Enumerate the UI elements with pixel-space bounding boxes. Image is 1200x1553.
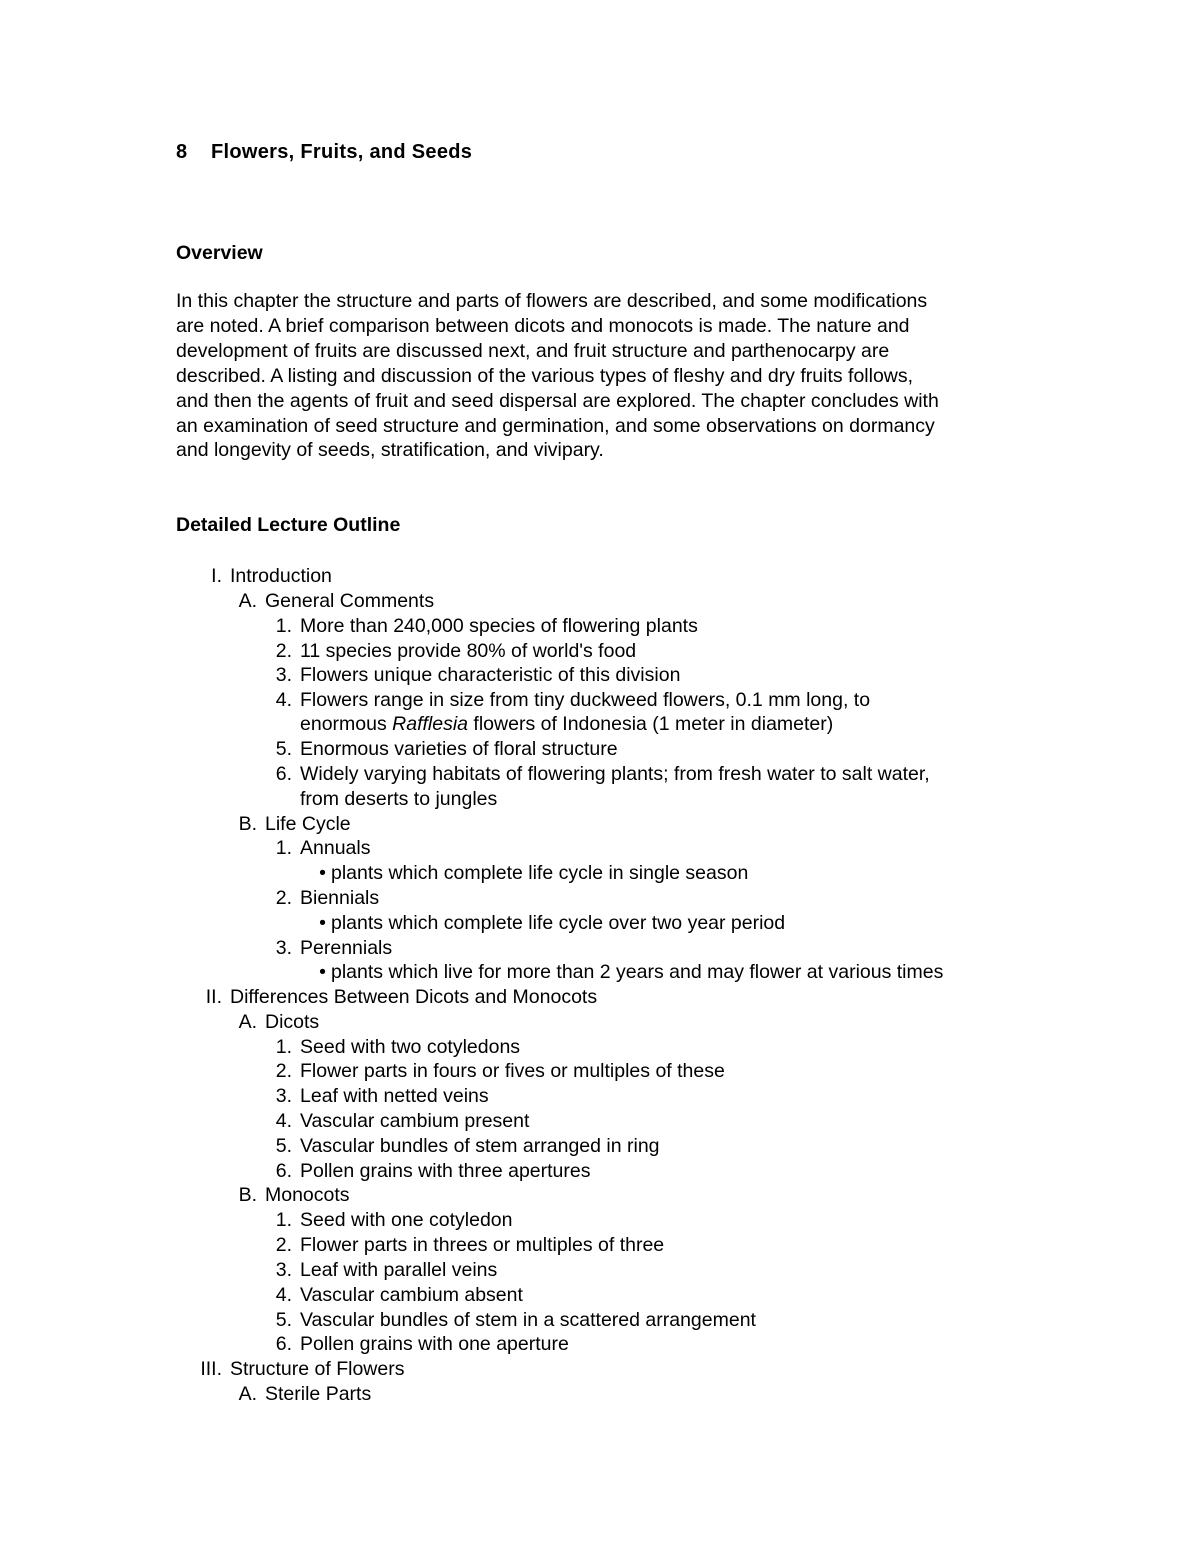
outline-marker: 2. [275,640,292,662]
outline-item [275,1308,756,1333]
outline-text: flowers of Indonesia (1 meter in diameter) [468,713,834,735]
outline-marker: 3. [275,1259,292,1281]
outline-marker: 3. [275,937,292,959]
overview-line: an examination of seed structure and germination, and some observations on dormancy [176,414,935,437]
outline-item [238,1010,320,1035]
outline-item [275,886,380,911]
overview-line: and longevity of seeds, stratification, and vivipary. [176,439,604,462]
outline-text: Pollen grains with one aperture [300,1333,569,1355]
outline-text: Annuals [300,837,371,859]
outline-bullet-item [319,960,944,985]
overview-heading: Overview [176,242,263,264]
outline-item [275,1258,498,1283]
outline-text: Widely varying habitats of flowering plants; from fresh water to salt water, [300,763,930,785]
outline-marker: 5. [275,738,292,760]
outline-marker: A. [238,590,257,612]
outline-text: Pollen grains with three apertures [300,1160,591,1182]
outline-marker: III. [200,1358,222,1380]
outline-item [211,564,332,589]
outline-text: Differences Between Dicots and Monocots [230,986,598,1008]
outline-marker: 1. [275,1036,292,1058]
outline-item [275,639,637,664]
outline-text: Leaf with parallel veins [300,1259,498,1281]
overview-paragraph [176,289,1046,463]
outline-marker: 4. [275,1284,292,1306]
outline-marker: 6. [275,763,292,785]
outline-text: Flower parts in threes or multiples of three [300,1234,665,1256]
outline-text: Monocots [265,1184,350,1206]
outline-marker: A. [238,1011,257,1033]
outline-item [238,1183,350,1208]
chapter-title-text: Flowers, Fruits, and Seeds [211,141,473,163]
outline-text: Biennials [300,887,380,909]
outline-marker: 4. [275,1110,292,1132]
outline-marker: 2. [275,887,292,909]
chapter-number: 8 [176,141,188,163]
outline-text: Flowers range in size from tiny duckweed flowers, 0.1 mm long, to [300,689,871,711]
outline-text: plants which complete life cycle over two year period [331,912,786,934]
outline-item [275,688,871,713]
outline-text: Flower parts in fours or fives or multiples of these [300,1060,725,1082]
outline-text: Life Cycle [265,813,351,835]
outline-marker: B. [238,813,257,835]
outline-marker: I. [211,565,222,587]
outline-bullet-item [319,861,749,886]
outline-item-continuation [300,787,497,812]
outline-item [238,589,435,614]
outline-item [275,1208,513,1233]
outline-text: Introduction [230,565,332,587]
outline-marker: A. [238,1383,257,1405]
outline-text: Dicots [265,1011,320,1033]
outline-text: Vascular cambium absent [300,1284,523,1306]
overview-line: and then the agents of fruit and seed dispersal are explored. The chapter concludes with [176,389,939,412]
outline-text: Enormous varieties of floral structure [300,738,618,760]
outline-item [238,812,351,837]
outline-text: Perennials [300,937,393,959]
outline-item-continuation [300,712,833,737]
outline-item [275,1059,725,1084]
outline-item [275,1109,530,1134]
outline-item [200,1357,405,1382]
outline-item [275,936,393,961]
outline-text: Structure of Flowers [230,1358,405,1380]
outline-text: General Comments [265,590,435,612]
outline-text: More than 240,000 species of flowering plants [300,615,698,637]
outline-item [275,1332,569,1357]
outline-item [275,1283,523,1308]
outline-text: Seed with one cotyledon [300,1209,513,1231]
outline-marker: 2. [275,1234,292,1256]
outline-text: Vascular bundles of stem in a scattered arrangement [300,1309,756,1331]
outline-item [275,836,371,861]
outline-marker: II. [205,986,222,1008]
outline-marker: 4. [275,689,292,711]
outline-text: Leaf with netted veins [300,1085,489,1107]
outline-italic-term: Rafflesia [392,713,469,735]
outline-text: Sterile Parts [265,1383,372,1405]
outline-marker: 2. [275,1060,292,1082]
outline-marker: B. [238,1184,257,1206]
bullet-icon: • [319,961,326,983]
chapter-title [176,141,472,164]
outline-marker: 6. [275,1333,292,1355]
outline-marker: 3. [275,664,292,686]
outline-item [275,1035,521,1060]
overview-line: development of fruits are discussed next, and fruit structure and parthenocarpy are [176,339,890,362]
outline-text: from deserts to jungles [300,788,498,810]
outline-bullet-item [319,911,786,936]
bullet-icon: • [319,912,326,934]
outline-item [275,1134,660,1159]
outline-marker: 1. [275,1209,292,1231]
outline-text: Flowers unique characteristic of this division [300,664,681,686]
overview-line: are noted. A brief comparison between dicots and monocots is made. The nature and [176,314,910,337]
outline-item [275,1233,665,1258]
bullet-icon: • [319,862,326,884]
outline-marker: 3. [275,1085,292,1107]
outline-item [275,1159,591,1184]
outline-item [275,663,681,688]
outline-marker: 5. [275,1309,292,1331]
outline-text: Seed with two cotyledons [300,1036,521,1058]
outline-text: Vascular bundles of stem arranged in ring [300,1135,660,1157]
outline-text: enormous [300,713,393,735]
overview-line: described. A listing and discussion of the various types of fleshy and dry fruits follows, [176,364,914,387]
outline-text: Vascular cambium present [300,1110,530,1132]
outline-item [205,985,598,1010]
outline-text: 11 species provide 80% of world's food [300,640,637,662]
outline-item [275,1084,489,1109]
outline-item [275,614,698,639]
outline-item [275,737,618,762]
outline-item [238,1382,372,1407]
outline-item [275,762,930,787]
outline-heading: Detailed Lecture Outline [176,514,401,536]
outline-marker: 5. [275,1135,292,1157]
outline-marker: 6. [275,1160,292,1182]
overview-line: In this chapter the structure and parts of flowers are described, and some modifications [176,290,928,312]
outline-text: plants which live for more than 2 years and may flower at various times [331,961,944,983]
outline-marker: 1. [275,837,292,859]
outline-text: plants which complete life cycle in single season [331,862,749,884]
outline-marker: 1. [275,615,292,637]
